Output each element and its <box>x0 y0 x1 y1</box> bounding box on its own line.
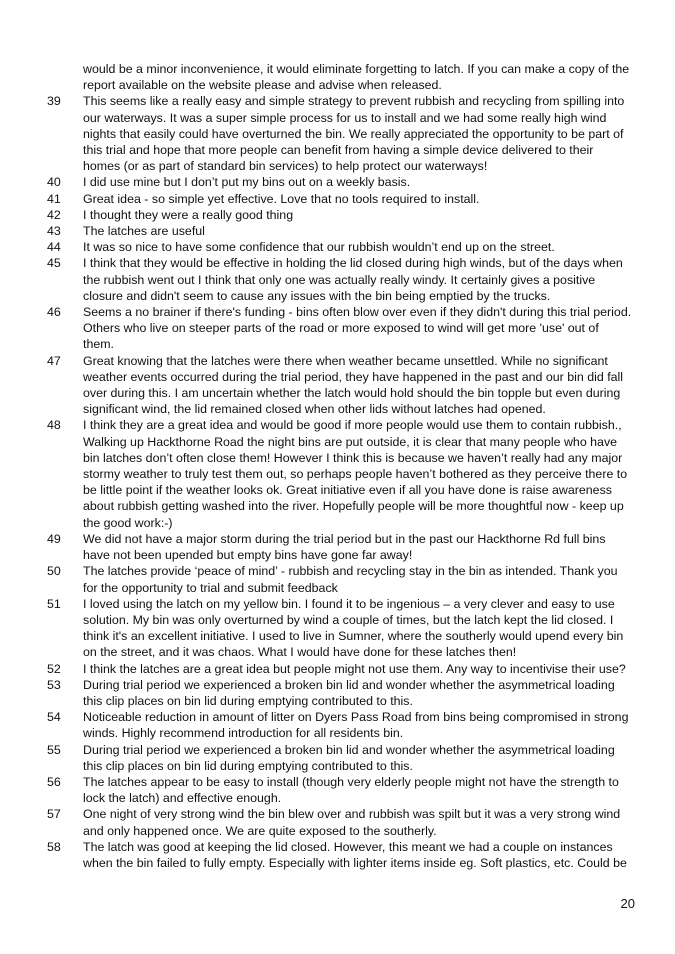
feedback-entry <box>47 563 637 595</box>
entry-text: The latch was good at keeping the lid closed. However, this meant we had a couple on instances when the bin failed to fully empty. Especially with lighter items inside eg. Soft plastics, etc. Could be <box>83 839 627 870</box>
entry-number: 43 <box>47 224 61 239</box>
entry-number: 46 <box>47 305 61 320</box>
feedback-list <box>47 61 637 871</box>
feedback-entry <box>47 677 637 709</box>
feedback-entry <box>47 839 637 871</box>
entry-number: 54 <box>47 710 61 725</box>
entry-number: 55 <box>47 742 61 757</box>
entry-text: I think that they would be effective in holding the lid closed during high winds, but of the days when the rubbish went out I think that only one was actually really windy. It certainly gives a positive closure and didn't seem to cause any issues with the bin being emptied by the trucks. <box>83 256 623 303</box>
entry-number: 47 <box>47 353 61 368</box>
feedback-entry <box>47 806 637 838</box>
feedback-entry <box>47 709 637 741</box>
entry-text: I think they are a great idea and would be good if more people would use them to contain rubbish., Walking up Hackthorne Road the night bins are put outside, it is clear that many people who have bin latches don’t often close them! However I think this is because we haven’t really had any major stormy weather to truly test them out, so perhaps people haven’t bothered as they perceive there to be little point if the weather looks ok. Great initiative even if all you have done is raise awareness about rubbish getting washed into the river. Hopefully people will be more thoughtful now - keep up the good work:-) <box>83 418 628 530</box>
feedback-entry <box>47 417 637 530</box>
entry-text: We did not have a major storm during the trial period but in the past our Hackthorne Rd full bins have not been upended but empty bins have gone far away! <box>83 531 606 563</box>
feedback-entry <box>47 255 637 304</box>
feedback-entry <box>47 531 637 563</box>
entry-number: 41 <box>47 191 61 206</box>
entry-text: I loved using the latch on my yellow bin. I found it to be ingenious – a very clever and easy to use solution. My bin was only overturned by wind a couple of times, but the latch kept the lid closed. I think it's an excellent initiative. I used to live in Sumner, where the southerly would upend every bin on the street, and it was chaos. What I would have done for these latches then! <box>83 596 624 660</box>
feedback-entry <box>47 93 637 174</box>
entry-number: 48 <box>47 418 61 433</box>
feedback-entry <box>47 742 637 774</box>
entry-number: 53 <box>47 677 61 692</box>
feedback-entry <box>47 596 637 661</box>
entry-number: 42 <box>47 207 61 222</box>
entry-text: Great idea - so simple yet effective. Love that no tools required to install. <box>83 191 480 206</box>
feedback-entry <box>47 174 637 190</box>
feedback-entry <box>47 353 637 418</box>
feedback-entry <box>47 223 637 239</box>
feedback-entry <box>47 661 637 677</box>
feedback-entry <box>47 61 637 93</box>
entry-number: 57 <box>47 807 61 822</box>
entry-number: 58 <box>47 839 61 854</box>
entry-number: 40 <box>47 175 61 190</box>
entry-text: Great knowing that the latches were there when weather became unsettled. While no significant weather events occurred during the trial period, they have happened in the past and our bin did fall over during this. I am uncertain whether the latch would hold should the bin topple but even during significant wind, the lid remained closed when other lids without latches had opened. <box>83 353 624 417</box>
entry-text: Seems a no brainer if there's funding - bins often blow over even if they didn't during this trial period. Others who live on steeper parts of the road or more exposed to wind will get more 'use' out of them. <box>83 305 632 352</box>
feedback-entry <box>47 774 637 806</box>
entry-text: During trial period we experienced a broken bin lid and wonder whether the asymmetrical loading this clip places on bin lid during emptying contributed to this. <box>83 742 615 773</box>
entry-text: I did use mine but I don’t put my bins out on a weekly basis. <box>83 175 411 190</box>
entry-number: 52 <box>47 661 61 676</box>
entry-number: 45 <box>47 256 61 271</box>
entry-text: Noticeable reduction in amount of litter on Dyers Pass Road from bins being compromised in strong winds. Highly recommend introduction for all residents bin. <box>83 710 629 741</box>
entry-number: 56 <box>47 774 61 789</box>
entry-text: The latches are useful <box>83 224 205 239</box>
feedback-entry <box>47 191 637 207</box>
entry-text: During trial period we experienced a broken bin lid and wonder whether the asymmetrical loading this clip places on bin lid during emptying contributed to this. <box>83 677 615 708</box>
entry-text: I thought they were a really good thing <box>83 207 294 222</box>
entry-text: would be a minor inconvenience, it would eliminate forgetting to latch. If you can make a copy of the report available on the website please and advise when released. <box>83 62 630 93</box>
entry-number: 51 <box>47 596 61 611</box>
feedback-entry <box>47 304 637 353</box>
entry-text: One night of very strong wind the bin blew over and rubbish was spilt but it was a very strong wind and only happened once. We are quite exposed to the southerly. <box>83 807 621 838</box>
entry-text: The latches provide ‘peace of mind’ - rubbish and recycling stay in the bin as intended. Thank you for the opportunity to trial and submit feedback <box>83 564 618 595</box>
page-number: 20 <box>620 896 635 911</box>
entry-number: 49 <box>47 531 61 546</box>
feedback-entry <box>47 207 637 223</box>
entry-number: 44 <box>47 240 61 255</box>
entry-text: It was so nice to have some confidence that our rubbish wouldn’t end up on the street. <box>83 240 555 255</box>
entry-text: This seems like a really easy and simple strategy to prevent rubbish and recycling from spilling into our waterways. It was a super simple process for us to install and we had some really high wind nights that easily could have overturned the bin. We really appreciated the opportunity to be part of this trial and hope that more people can benefit from having a simple device delivered to their homes (or as part of standard bin services) to help protect our waterways! <box>83 94 625 174</box>
entry-text: The latches appear to be easy to install (though very elderly people might not have the strength to lock the latch) and effective enough. <box>83 774 619 806</box>
feedback-entry <box>47 239 637 255</box>
entry-text: I think the latches are a great idea but people might not use them. Any way to incentivise their use? <box>83 661 626 676</box>
entry-number: 39 <box>47 94 61 109</box>
entry-number: 50 <box>47 564 61 579</box>
